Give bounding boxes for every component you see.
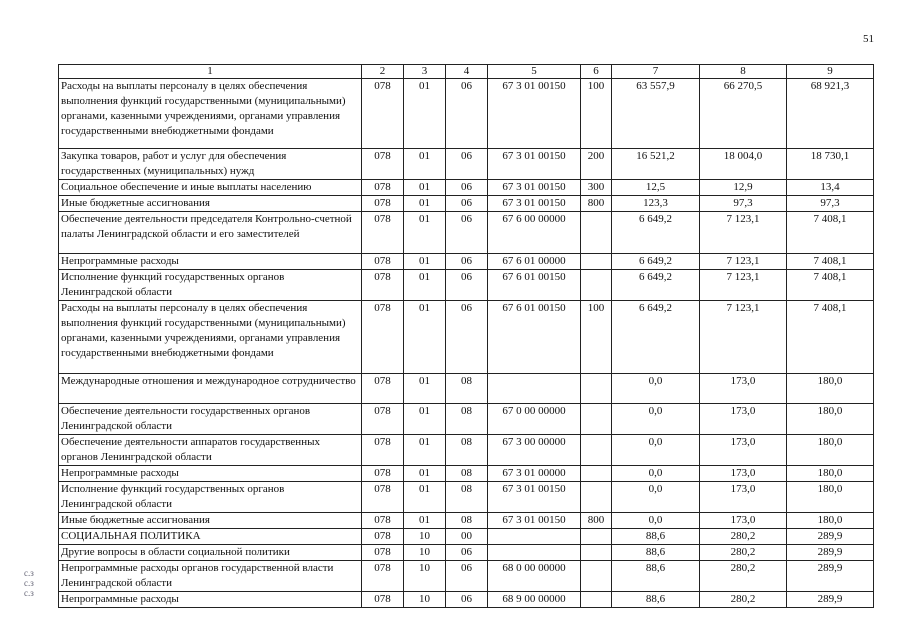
column-header-6: 6: [581, 65, 612, 79]
row-amount-8: 173,0: [700, 435, 787, 466]
row-section: 01: [404, 270, 446, 301]
row-expense-type: [581, 270, 612, 301]
row-name: Расходы на выплаты персоналу в целях обеспечения выполнения функций государственными (муниципальными) органами, казенными учреждениями, органами управления государственными внебюджетными фондами: [59, 79, 362, 149]
row-amount-9: 289,9: [787, 592, 874, 608]
row-amount-8: 280,2: [700, 529, 787, 545]
row-target-article: 67 3 01 00150: [488, 149, 581, 180]
table-row: [59, 592, 874, 608]
row-target-article: 68 9 00 00000: [488, 592, 581, 608]
row-ministry-code: 078: [362, 270, 404, 301]
row-ministry-code: 078: [362, 482, 404, 513]
row-target-article: 67 3 01 00150: [488, 180, 581, 196]
row-ministry-code: 078: [362, 254, 404, 270]
page-number: 51: [863, 33, 874, 45]
row-name: Расходы на выплаты персоналу в целях обеспечения выполнения функций государственными (муниципальными) органами, казенными учреждениями, органами управления государственными внебюджетными фондами: [59, 301, 362, 374]
table-row: [59, 513, 874, 529]
row-amount-8: 97,3: [700, 196, 787, 212]
row-amount-7: 16 521,2: [612, 149, 700, 180]
row-section: 01: [404, 212, 446, 254]
row-amount-9: 180,0: [787, 404, 874, 435]
row-section: 01: [404, 435, 446, 466]
table-row: [59, 79, 874, 149]
column-header-3: 3: [404, 65, 446, 79]
row-expense-type: [581, 212, 612, 254]
column-header-1: 1: [59, 65, 362, 79]
column-header-9: 9: [787, 65, 874, 79]
row-amount-7: 63 557,9: [612, 79, 700, 149]
row-amount-9: 180,0: [787, 374, 874, 404]
row-amount-7: 6 649,2: [612, 270, 700, 301]
table-row: [59, 435, 874, 466]
row-expense-type: [581, 561, 612, 592]
row-section: 01: [404, 513, 446, 529]
row-amount-7: 0,0: [612, 482, 700, 513]
column-header-4: 4: [446, 65, 488, 79]
row-subsection: 06: [446, 79, 488, 149]
row-amount-7: 0,0: [612, 374, 700, 404]
column-header-7: 7: [612, 65, 700, 79]
table-row: [59, 180, 874, 196]
row-target-article: [488, 529, 581, 545]
row-expense-type: [581, 482, 612, 513]
row-subsection: 08: [446, 374, 488, 404]
row-amount-9: 180,0: [787, 482, 874, 513]
row-target-article: 67 3 01 00000: [488, 466, 581, 482]
row-amount-7: 88,6: [612, 545, 700, 561]
row-amount-8: 173,0: [700, 374, 787, 404]
row-amount-9: 68 921,3: [787, 79, 874, 149]
row-target-article: 67 6 00 00000: [488, 212, 581, 254]
row-expense-type: 100: [581, 79, 612, 149]
row-amount-8: 7 123,1: [700, 270, 787, 301]
row-subsection: 06: [446, 270, 488, 301]
row-section: 01: [404, 79, 446, 149]
row-section: 01: [404, 374, 446, 404]
row-ministry-code: 078: [362, 212, 404, 254]
row-section: 10: [404, 561, 446, 592]
row-amount-9: 13,4: [787, 180, 874, 196]
row-amount-7: 88,6: [612, 592, 700, 608]
table-row: [59, 149, 874, 180]
row-ministry-code: 078: [362, 561, 404, 592]
row-target-article: 67 0 00 00000: [488, 404, 581, 435]
row-subsection: 06: [446, 254, 488, 270]
row-expense-type: [581, 374, 612, 404]
row-target-article: 67 3 00 00000: [488, 435, 581, 466]
row-amount-9: 97,3: [787, 196, 874, 212]
row-name: Непрограммные расходы: [59, 592, 362, 608]
row-expense-type: 800: [581, 513, 612, 529]
row-name: Обеспечение деятельности государственных органов Ленинградской области: [59, 404, 362, 435]
row-expense-type: 200: [581, 149, 612, 180]
row-section: 01: [404, 149, 446, 180]
row-section: 10: [404, 545, 446, 561]
row-subsection: 08: [446, 404, 488, 435]
row-subsection: 00: [446, 529, 488, 545]
row-amount-7: 0,0: [612, 404, 700, 435]
row-ministry-code: 078: [362, 374, 404, 404]
row-ministry-code: 078: [362, 466, 404, 482]
row-name: Закупка товаров, работ и услуг для обеспечения государственных (муниципальных) нужд: [59, 149, 362, 180]
row-expense-type: 100: [581, 301, 612, 374]
table-row: [59, 561, 874, 592]
margin-stamp-marks: с.з с.з с.з: [24, 568, 34, 598]
table-row: [59, 196, 874, 212]
row-subsection: 08: [446, 466, 488, 482]
row-amount-9: 180,0: [787, 466, 874, 482]
header-row: [59, 65, 874, 79]
row-name: Непрограммные расходы органов государственной власти Ленинградской области: [59, 561, 362, 592]
row-ministry-code: 078: [362, 79, 404, 149]
row-subsection: 06: [446, 545, 488, 561]
row-name: Исполнение функций государственных органов Ленинградской области: [59, 270, 362, 301]
row-amount-8: 7 123,1: [700, 301, 787, 374]
row-target-article: 67 3 01 00150: [488, 513, 581, 529]
row-expense-type: [581, 592, 612, 608]
row-target-article: [488, 374, 581, 404]
row-amount-9: 7 408,1: [787, 270, 874, 301]
row-ministry-code: 078: [362, 545, 404, 561]
column-header-8: 8: [700, 65, 787, 79]
row-name: Иные бюджетные ассигнования: [59, 513, 362, 529]
row-name: Обеспечение деятельности председателя Контрольно-счетной палаты Ленинградской области и его заместителей: [59, 212, 362, 254]
row-name: Обеспечение деятельности аппаратов государственных органов Ленинградской области: [59, 435, 362, 466]
row-amount-8: 173,0: [700, 482, 787, 513]
row-subsection: 06: [446, 180, 488, 196]
row-amount-7: 0,0: [612, 466, 700, 482]
row-target-article: [488, 545, 581, 561]
row-amount-7: 12,5: [612, 180, 700, 196]
row-amount-7: 6 649,2: [612, 254, 700, 270]
table-row: [59, 466, 874, 482]
row-amount-8: 173,0: [700, 466, 787, 482]
row-subsection: 08: [446, 482, 488, 513]
row-ministry-code: 078: [362, 301, 404, 374]
column-header-5: 5: [488, 65, 581, 79]
budget-table: [58, 64, 874, 608]
row-amount-7: 88,6: [612, 529, 700, 545]
row-amount-9: 289,9: [787, 545, 874, 561]
row-subsection: 08: [446, 513, 488, 529]
row-name: Международные отношения и международное сотрудничество: [59, 374, 362, 404]
row-ministry-code: 078: [362, 404, 404, 435]
row-section: 01: [404, 404, 446, 435]
row-target-article: 67 3 01 00150: [488, 482, 581, 513]
row-amount-8: 7 123,1: [700, 212, 787, 254]
row-amount-8: 12,9: [700, 180, 787, 196]
row-ministry-code: 078: [362, 149, 404, 180]
row-target-article: 67 6 01 00150: [488, 270, 581, 301]
row-amount-7: 123,3: [612, 196, 700, 212]
row-section: 01: [404, 180, 446, 196]
row-amount-8: 280,2: [700, 561, 787, 592]
row-ministry-code: 078: [362, 513, 404, 529]
row-amount-7: 88,6: [612, 561, 700, 592]
row-target-article: 67 6 01 00000: [488, 254, 581, 270]
row-amount-8: 173,0: [700, 404, 787, 435]
row-expense-type: [581, 404, 612, 435]
row-expense-type: 300: [581, 180, 612, 196]
row-amount-8: 280,2: [700, 545, 787, 561]
row-subsection: 06: [446, 212, 488, 254]
table-row: [59, 270, 874, 301]
row-amount-8: 7 123,1: [700, 254, 787, 270]
table-row: [59, 529, 874, 545]
row-amount-9: 7 408,1: [787, 254, 874, 270]
row-name: Социальное обеспечение и иные выплаты населению: [59, 180, 362, 196]
column-header-2: 2: [362, 65, 404, 79]
row-ministry-code: 078: [362, 592, 404, 608]
row-amount-9: 7 408,1: [787, 301, 874, 374]
row-section: 01: [404, 301, 446, 374]
row-amount-9: 180,0: [787, 435, 874, 466]
row-section: 01: [404, 482, 446, 513]
row-amount-7: 0,0: [612, 513, 700, 529]
row-subsection: 06: [446, 149, 488, 180]
row-amount-7: 6 649,2: [612, 301, 700, 374]
row-ministry-code: 078: [362, 529, 404, 545]
row-amount-8: 173,0: [700, 513, 787, 529]
row-amount-9: 289,9: [787, 529, 874, 545]
table-row: [59, 212, 874, 254]
row-subsection: 06: [446, 301, 488, 374]
row-subsection: 08: [446, 435, 488, 466]
table-row: [59, 254, 874, 270]
row-target-article: 68 0 00 00000: [488, 561, 581, 592]
row-expense-type: [581, 545, 612, 561]
row-target-article: 67 6 01 00150: [488, 301, 581, 374]
row-name: Исполнение функций государственных органов Ленинградской области: [59, 482, 362, 513]
table-row: [59, 545, 874, 561]
table-row: [59, 374, 874, 404]
row-name: Иные бюджетные ассигнования: [59, 196, 362, 212]
row-expense-type: [581, 435, 612, 466]
row-ministry-code: 078: [362, 435, 404, 466]
row-expense-type: [581, 466, 612, 482]
row-amount-9: 18 730,1: [787, 149, 874, 180]
row-section: 10: [404, 529, 446, 545]
row-subsection: 06: [446, 592, 488, 608]
row-amount-7: 6 649,2: [612, 212, 700, 254]
row-subsection: 06: [446, 196, 488, 212]
row-amount-8: 280,2: [700, 592, 787, 608]
row-expense-type: [581, 254, 612, 270]
row-amount-9: 180,0: [787, 513, 874, 529]
row-name: СОЦИАЛЬНАЯ ПОЛИТИКА: [59, 529, 362, 545]
row-section: 01: [404, 196, 446, 212]
row-amount-7: 0,0: [612, 435, 700, 466]
row-subsection: 06: [446, 561, 488, 592]
table-row: [59, 482, 874, 513]
row-section: 01: [404, 466, 446, 482]
row-expense-type: [581, 529, 612, 545]
row-expense-type: 800: [581, 196, 612, 212]
row-name: Непрограммные расходы: [59, 254, 362, 270]
table-row: [59, 301, 874, 374]
row-amount-8: 66 270,5: [700, 79, 787, 149]
table-row: [59, 404, 874, 435]
row-amount-8: 18 004,0: [700, 149, 787, 180]
row-ministry-code: 078: [362, 180, 404, 196]
row-section: 10: [404, 592, 446, 608]
table-body: [59, 79, 874, 608]
row-amount-9: 7 408,1: [787, 212, 874, 254]
row-target-article: 67 3 01 00150: [488, 196, 581, 212]
row-amount-9: 289,9: [787, 561, 874, 592]
row-name: Непрограммные расходы: [59, 466, 362, 482]
row-section: 01: [404, 254, 446, 270]
row-ministry-code: 078: [362, 196, 404, 212]
row-name: Другие вопросы в области социальной политики: [59, 545, 362, 561]
row-target-article: 67 3 01 00150: [488, 79, 581, 149]
